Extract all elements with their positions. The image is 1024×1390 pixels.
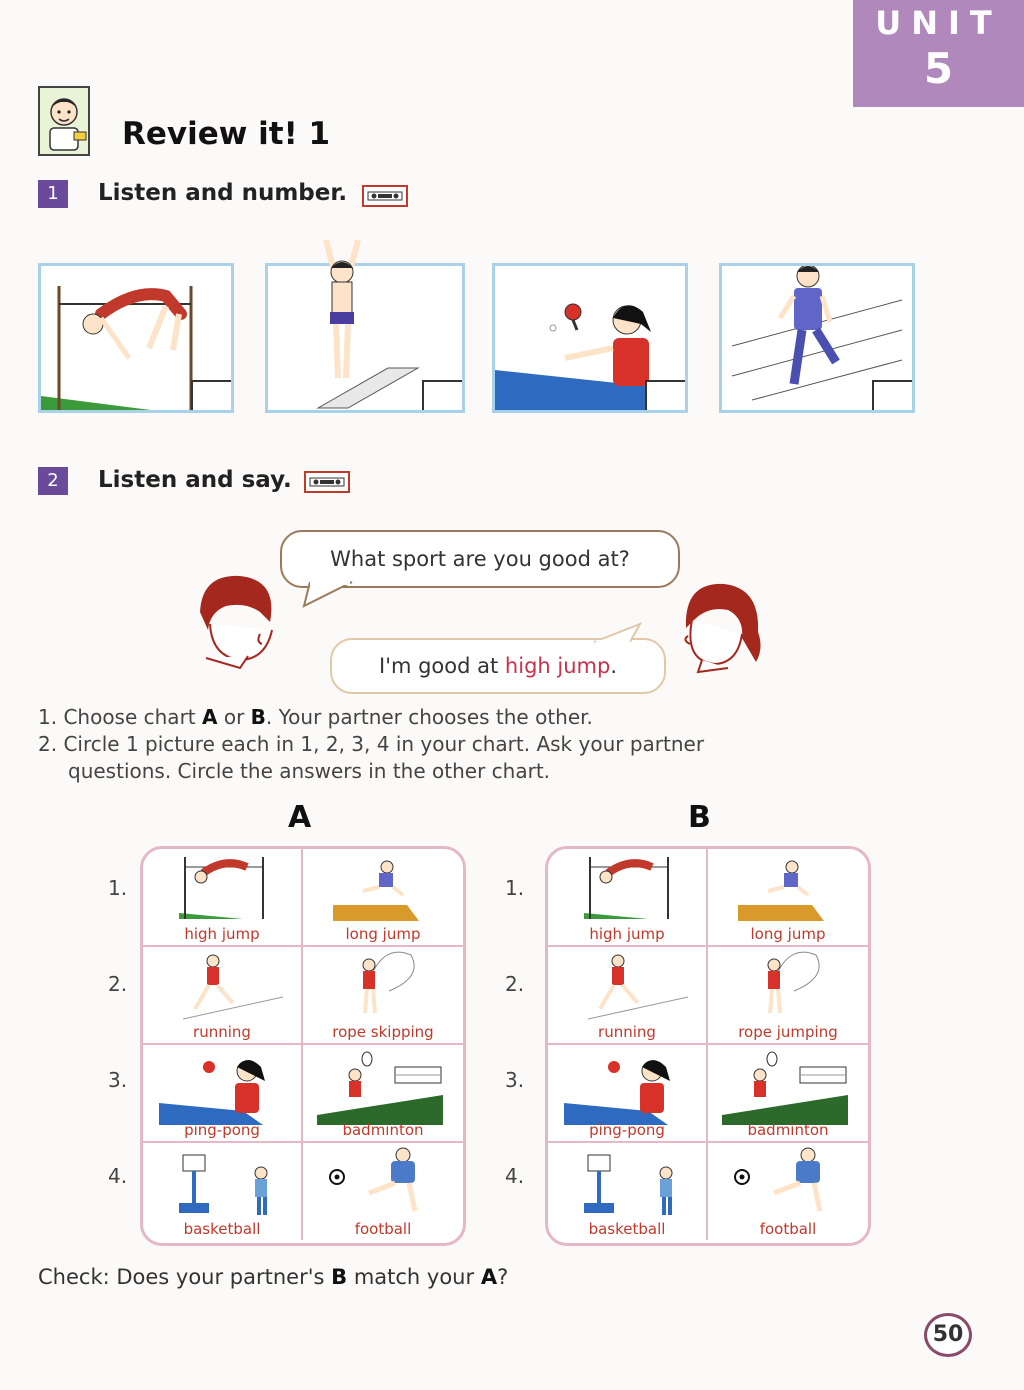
instruction-1: 1. Choose chart A or B. Your partner chooses the other. [38,705,593,729]
cell-running[interactable] [548,947,708,1045]
cell-label: basketball [183,1220,261,1238]
boy-face-icon [190,572,282,676]
cell-label: running [193,1023,251,1041]
cassette-icon [304,471,350,497]
answer-bubble [330,638,666,694]
picture-ping-pong [492,263,688,413]
number-box[interactable] [422,380,462,410]
cell-label: running [598,1023,656,1041]
cell-label: ping-pong [184,1121,260,1139]
answer-highlight: high jump [504,654,611,678]
row-number: 4. [505,1164,525,1188]
cell-running[interactable] [143,947,303,1045]
cell-rope-jumping[interactable] [708,947,868,1045]
cell-high-jump[interactable] [548,849,708,947]
section-2-title: Listen and say. [98,467,292,493]
boy-avatar-icon [38,86,90,156]
cell-badminton[interactable] [708,1045,868,1143]
cell-basketball[interactable] [548,1143,708,1240]
section-1-title: Listen and number. [98,180,348,206]
row-number: 1. [108,876,128,900]
cell-high-jump[interactable] [143,849,303,947]
row-number: 4. [108,1164,128,1188]
chart-b [545,846,871,1246]
cell-long-jump[interactable] [303,849,463,947]
picture-running [719,263,915,413]
number-box[interactable] [872,380,912,410]
instructions [38,704,858,785]
cell-label: high jump [184,925,260,943]
row-number: 2. [108,972,128,996]
cell-label: rope skipping [332,1023,434,1041]
question-text: What sport are you good at? [330,547,630,571]
cell-label: basketball [588,1220,666,1238]
cell-label: badminton [342,1121,424,1139]
unit-tab [853,0,1024,107]
picture-high-jump [38,263,234,413]
instruction-2: 2. Circle 1 picture each in 1, 2, 3, 4 in your chart. Ask your partner [38,732,705,756]
row-number: 3. [505,1068,525,1092]
cell-basketball[interactable] [143,1143,303,1240]
chart-b-label: B [688,800,711,835]
bubble-tail [300,580,360,608]
answer-suffix: . [610,654,617,678]
picture-diving [265,263,465,413]
cell-label: long jump [345,925,421,943]
answer-prefix: I'm good at [379,654,505,678]
cell-label: badminton [747,1121,829,1139]
cell-badminton[interactable] [303,1045,463,1143]
cell-label: high jump [589,925,665,943]
cell-label: rope jumping [738,1023,838,1041]
instruction-3: questions. Circle the answers in the other chart. [68,759,551,783]
girl-face-icon [672,578,768,678]
cell-ping-pong[interactable] [548,1045,708,1143]
number-box[interactable] [645,380,685,410]
cell-label: ping-pong [589,1121,665,1139]
page-number: 50 [924,1313,972,1357]
cell-label: football [354,1220,412,1238]
cell-rope-skipping[interactable] [303,947,463,1045]
cell-label: long jump [750,925,826,943]
check-line: Check: Does your partner's B match your A? [38,1265,509,1289]
chart-a-label: A [288,800,312,835]
bubble-tail [590,622,646,644]
row-number: 2. [505,972,525,996]
cell-ping-pong[interactable] [143,1045,303,1143]
cell-label: football [759,1220,817,1238]
cassette-icon [362,185,408,211]
number-box[interactable] [191,380,231,410]
row-number: 3. [108,1068,128,1092]
row-number: 1. [505,876,525,900]
unit-word: UNIT [875,4,1002,42]
section-2-badge: 2 [38,467,68,495]
page-title: Review it! 1 [122,116,331,152]
cell-football[interactable] [708,1143,868,1240]
unit-number: 5 [923,44,954,93]
cell-long-jump[interactable] [708,849,868,947]
section-1-badge: 1 [38,180,68,208]
chart-a [140,846,466,1246]
cell-football[interactable] [303,1143,463,1240]
